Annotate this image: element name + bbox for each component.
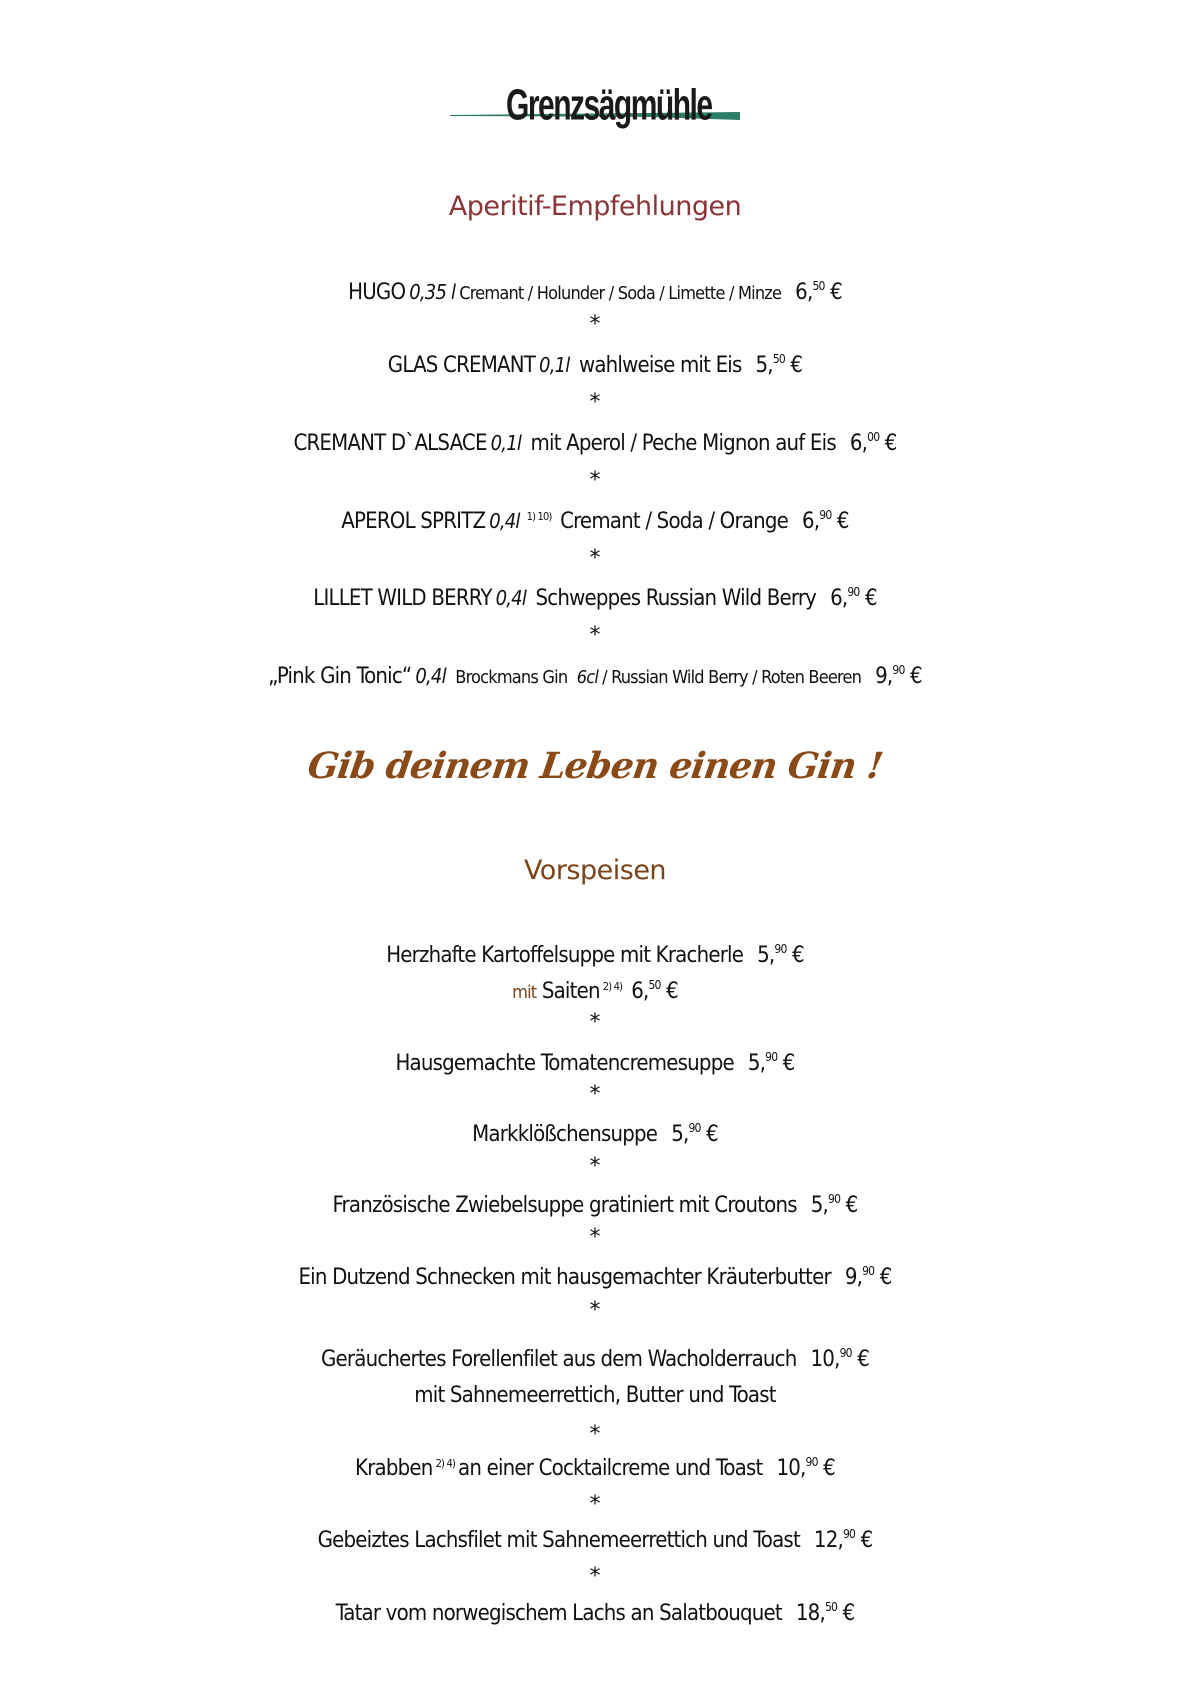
allergen-notes: 1) 10): [526, 509, 552, 523]
item-name: Krabben: [355, 1456, 433, 1481]
menu-item-tomatencremesuppe: [0, 1050, 1190, 1076]
logo-text: Grenzsägmühle: [506, 82, 712, 130]
menu-item-lillet-wild-berry: [0, 585, 1190, 611]
menu-item-lachsfilet: [0, 1527, 1190, 1553]
item-description: mit Aperol / Peche Mignon auf Eis: [530, 431, 836, 456]
menu-item-forellenfilet: [0, 1346, 1190, 1372]
item-name: GLAS CREMANT: [387, 353, 536, 378]
variant-prefix: mit: [512, 982, 537, 1003]
separator-star: *: [589, 1422, 601, 1447]
item-name-rest: an einer Cocktailcreme und Toast: [458, 1456, 763, 1481]
item-description: Cremant / Soda / Orange: [560, 509, 789, 534]
separator-star: *: [589, 1564, 601, 1589]
menu-item-hugo: [0, 279, 1190, 305]
separator-star: *: [589, 312, 601, 337]
separator-star: *: [589, 1154, 601, 1179]
menu-item-markkloesschensuppe: [0, 1121, 1190, 1147]
separator-star: *: [589, 1225, 601, 1250]
item-price: 6,50 €: [795, 279, 842, 305]
item-price: 6,90 €: [830, 585, 877, 611]
item-volume: 0,4l: [415, 664, 446, 688]
menu-item-pink-gin-tonic: [0, 663, 1190, 689]
item-price: 10,90 €: [810, 1346, 869, 1372]
item-price: 9,90 €: [844, 1264, 892, 1290]
item-name: APEROL SPRITZ: [341, 509, 486, 534]
separator-star: *: [589, 546, 601, 571]
menu-item-forellenfilet-subline: mit Sahnemeerrettich, Butter und Toast: [414, 1383, 776, 1408]
section-title-vorspeisen: Vorspeisen: [523, 855, 667, 886]
menu-item-glas-cremant: [0, 352, 1190, 378]
item-name: Ein Dutzend Schnecken mit hausgemachter Kräuterbutter: [298, 1265, 831, 1290]
separator-star: *: [589, 1010, 601, 1035]
menu-item-lachstatar: [0, 1600, 1190, 1626]
separator-star: *: [589, 1298, 601, 1323]
variant-name: Saiten: [541, 979, 600, 1004]
item-volume: 0,35 l: [409, 280, 456, 304]
item-name: Gebeiztes Lachsfilet mit Sahnemeerrettich und Toast: [317, 1528, 800, 1553]
item-description-rest: / Russian Wild Berry / Roten Beeren: [602, 667, 862, 688]
slogan: Gib deinem Leben einen Gin !: [305, 745, 885, 787]
item-description: Brockmans Gin: [455, 667, 568, 688]
item-name: LILLET WILD BERRY: [313, 586, 492, 611]
section-title-aperitif: Aperitif-Empfehlungen: [448, 191, 742, 222]
menu-item-krabben: [0, 1455, 1190, 1481]
item-name: Herzhafte Kartoffelsuppe mit Kracherle: [386, 943, 744, 968]
item-volume: 0,1l: [490, 431, 522, 455]
menu-item-aperol-spritz: [0, 508, 1190, 534]
item-price: 6,90 €: [802, 508, 849, 534]
separator-star: *: [589, 390, 601, 415]
item-price: 9,90 €: [875, 663, 922, 689]
item-price: 5,90 €: [810, 1192, 858, 1218]
item-description: wahlweise mit Eis: [578, 353, 742, 378]
item-description-volume: 6cl: [576, 667, 599, 688]
item-volume: 0,4l: [495, 586, 527, 610]
menu-item-cremant-alsace: [0, 430, 1190, 456]
menu-item-kartoffelsuppe: [0, 942, 1190, 968]
allergen-notes: 2) 4): [435, 1456, 456, 1470]
item-description: Schweppes Russian Wild Berry: [535, 586, 817, 611]
menu-item-variant-saiten: [0, 978, 1190, 1004]
item-price: 5,90 €: [671, 1121, 718, 1147]
item-price: 5,50 €: [755, 352, 803, 378]
item-name: HUGO: [348, 280, 406, 305]
item-price: 6,00 €: [849, 430, 897, 456]
item-price: 5,90 €: [747, 1050, 795, 1076]
menu-item-zwiebelsuppe: [0, 1192, 1190, 1218]
item-name: Französische Zwiebelsuppe gratiniert mit Croutons: [332, 1193, 797, 1218]
allergen-notes: 2) 4): [602, 979, 623, 993]
item-name: „Pink Gin Tonic“: [268, 664, 412, 689]
item-description: Cremant / Holunder / Soda / Limette / Minze: [459, 283, 782, 304]
item-name: CREMANT D`ALSACE: [293, 431, 487, 456]
variant-price: 6,50 €: [631, 978, 678, 1004]
item-volume: 0,4l: [489, 509, 520, 533]
item-price: 18,50 €: [795, 1600, 855, 1626]
item-name: Hausgemachte Tomatencremesuppe: [395, 1051, 734, 1076]
menu-item-schnecken: [0, 1264, 1190, 1290]
separator-star: *: [589, 1082, 601, 1107]
item-volume: 0,1l: [539, 353, 570, 377]
item-price: 5,90 €: [757, 942, 804, 968]
separator-star: *: [589, 1492, 601, 1517]
separator-star: *: [589, 623, 601, 648]
separator-star: *: [589, 468, 601, 493]
item-name: Markklößchensuppe: [472, 1122, 658, 1147]
item-name: Geräuchertes Forellenfilet aus dem Wacholderrauch: [320, 1347, 797, 1372]
item-price: 12,90 €: [813, 1527, 873, 1553]
item-name: Tatar vom norwegischem Lachs an Salatbouquet: [335, 1601, 782, 1626]
item-price: 10,90 €: [776, 1455, 835, 1481]
restaurant-logo: [450, 82, 740, 142]
